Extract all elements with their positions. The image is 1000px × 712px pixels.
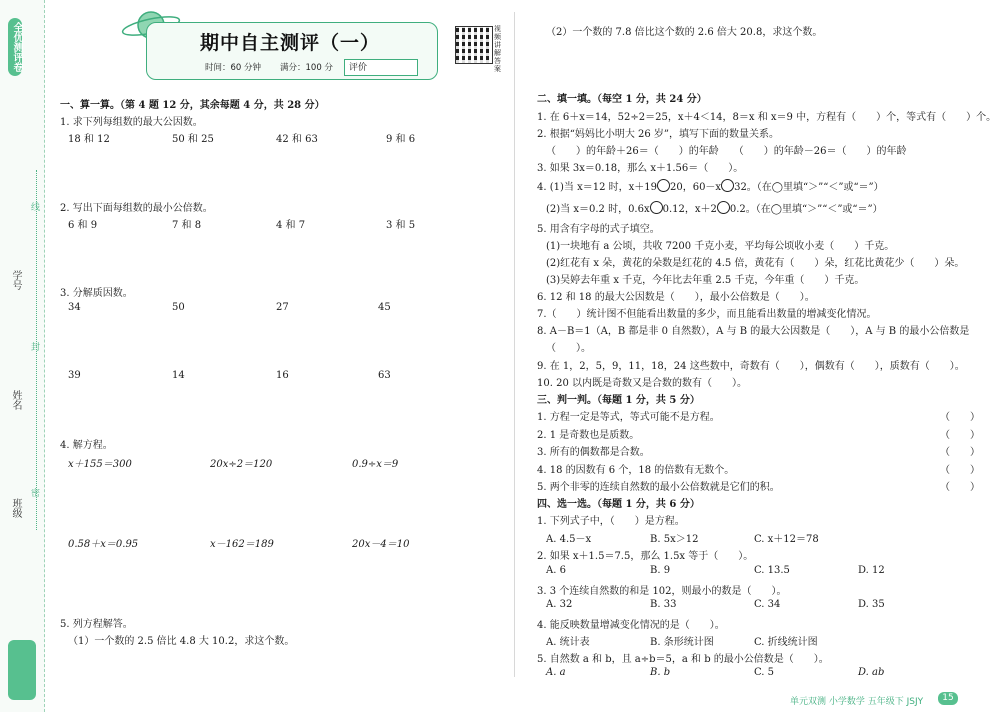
answer-paren[interactable]: （ ） — [940, 482, 980, 493]
name-label: 姓名 — [10, 390, 21, 410]
section-heading: 二、填一填。（每空 1 分，共 24 分） — [537, 94, 707, 105]
question: 5. 自然数 a 和 b，且 a÷b＝5，a 和 b 的最小公倍数是（ ）。 — [537, 654, 829, 665]
option[interactable]: B. b — [650, 667, 671, 678]
answer-paren[interactable]: （ ） — [940, 465, 980, 476]
page-title: 期中自主测评（一） — [200, 32, 381, 54]
cut-char: 密 — [31, 489, 41, 499]
item: 16 — [276, 370, 289, 381]
item: 7 和 8 — [172, 220, 202, 231]
score-label: 满分：100 分 — [280, 63, 333, 73]
option[interactable]: D. 35 — [858, 599, 885, 610]
question: 5. 用含有字母的式子填空。 — [537, 224, 660, 235]
option[interactable]: C. 折线统计图 — [754, 637, 818, 648]
option[interactable]: C. 5 — [754, 667, 775, 678]
option[interactable]: B. 5x＞12 — [650, 534, 699, 545]
question: 2. 根据“妈妈比小明大 26 岁”，填写下面的数量关系。 — [537, 129, 780, 140]
question: 1. 求下列每组数的最大公因数。 — [60, 117, 203, 128]
compare-circle[interactable] — [657, 179, 670, 192]
question: 1. 下列式子中，（ ）是方程。 — [537, 516, 685, 527]
compare-circle[interactable] — [650, 201, 663, 214]
question: 7.（ ）统计图不但能看出数量的多少，而且能看出数量的增减变化情况。 — [537, 309, 877, 320]
answer-paren[interactable]: （ ） — [940, 412, 980, 423]
option[interactable]: A. 统计表 — [546, 637, 590, 648]
item: 50 — [172, 302, 185, 313]
compare-circle[interactable] — [717, 201, 730, 214]
sub-question: （2）一个数的 7.8 倍比这个数的 2.6 倍大 20.8，求这个数。 — [546, 27, 823, 38]
question: (2)当 x＝0.2 时，0.6x 0.12，x＋2 0.2。（在◯里填“＞”“＜”或“＝”） — [546, 200, 883, 215]
question: 3. 如果 3x＝0.18，那么 x＋1.56＝（ ）。 — [537, 163, 744, 174]
judge-item: 2. 1 是奇数也是质数。 — [537, 430, 640, 441]
equation: x－162＝189 — [210, 539, 274, 550]
option[interactable]: B. 条形统计图 — [650, 637, 714, 648]
question: 2. 写出下面每组数的最小公倍数。 — [60, 203, 213, 214]
question: 4. 能反映数量增减变化情况的是（ ）。 — [537, 620, 725, 631]
student-number-label: 学号 — [10, 270, 21, 290]
item: 50 和 25 — [172, 134, 214, 145]
page-number: 15 — [938, 692, 958, 705]
option[interactable]: C. x＋12＝78 — [754, 534, 819, 545]
item: 45 — [378, 302, 391, 313]
equation: 20x－4＝10 — [352, 539, 410, 550]
question: 3. 3 个连续自然数的和是 102，则最小的数是（ ）。 — [537, 586, 787, 597]
logo — [8, 640, 36, 700]
question: 4. 解方程。 — [60, 440, 113, 451]
compare-circle[interactable] — [721, 179, 734, 192]
item: 6 和 9 — [68, 220, 98, 231]
cut-char: 线 — [31, 203, 41, 213]
item: 34 — [68, 302, 81, 313]
option[interactable]: D. 12 — [858, 565, 885, 576]
sub-question: (3)吴婷去年重 x 千克，今年比去年重 2.5 千克，今年重（ ）千克。 — [546, 275, 865, 286]
option[interactable]: A. 6 — [546, 565, 566, 576]
section-heading: 三、判一判。（每题 1 分，共 5 分） — [537, 395, 700, 406]
question: 8. A－B＝1（A，B 都是非 0 自然数），A 与 B 的最大公因数是（ ），A 与 B 的最小公倍数是 — [537, 326, 970, 337]
item: 27 — [276, 302, 289, 313]
question: 4. (1)当 x＝12 时，x＋19 20，60－x 32。（在◯里填“＞”“＜”或“＝”） — [537, 178, 884, 193]
section-heading: 一、算一算。（第 4 题 12 分，其余每题 4 分，共 28 分） — [60, 100, 325, 111]
option[interactable]: C. 34 — [754, 599, 781, 610]
time-label: 时间：60 分钟 — [205, 63, 262, 73]
qr-caption: 视频讲解答案 — [494, 25, 501, 73]
question-line: （ ）的年龄＋26＝（ ）的年龄 （ ）的年龄－26＝（ ）的年龄 — [546, 146, 907, 157]
sub-question: （1）一个数的 2.5 倍比 4.8 大 10.2，求这个数。 — [68, 636, 295, 647]
judge-item: 5. 两个非零的连续自然数的最小公倍数就是它们的积。 — [537, 482, 780, 493]
page-divider — [514, 12, 515, 677]
question-line: （ ）。 — [546, 343, 591, 354]
answer-paren[interactable]: （ ） — [940, 447, 980, 458]
sub-question: (2)红花有 x 朵，黄花的朵数是红花的 4.5 倍，黄花有（ ）朵，红花比黄花少（ ）朵。 — [546, 258, 965, 269]
item: 42 和 63 — [276, 134, 318, 145]
question: 10. 20 以内既是奇数又是合数的数有（ ）。 — [537, 378, 747, 389]
item: 14 — [172, 370, 185, 381]
equation: 0.9÷x＝9 — [352, 459, 399, 470]
equation: x＋155＝300 — [68, 459, 132, 470]
brand-label: 全优测评卷 — [8, 18, 22, 76]
question: 6. 12 和 18 的最大公因数是（ ），最小公倍数是（ ）。 — [537, 292, 815, 303]
class-label: 班级 — [10, 498, 21, 518]
option[interactable]: A. a — [546, 667, 566, 678]
sub-question: (1)一块地有 a 公顷，共收 7200 千克小麦，平均每公顷收小麦（ ）千克。 — [546, 241, 895, 252]
item: 18 和 12 — [68, 134, 110, 145]
item: 4 和 7 — [276, 220, 306, 231]
judge-item: 4. 18 的因数有 6 个，18 的倍数有无数个。 — [537, 465, 735, 476]
item: 63 — [378, 370, 391, 381]
judge-item: 3. 所有的偶数都是合数。 — [537, 447, 650, 458]
question: 1. 在 6＋x＝14，52÷2＝25，x＋4＜14，8＝x 和 x＝9 中，方程有（ ）个，等式有（ ）个。 — [537, 112, 997, 123]
section-heading: 四、选一选。（每题 1 分，共 6 分） — [537, 499, 700, 510]
item: 3 和 5 — [386, 220, 416, 231]
qr-code-icon[interactable] — [455, 26, 493, 64]
judge-item: 1. 方程一定是等式，等式可能不是方程。 — [537, 412, 720, 423]
option[interactable]: A. 32 — [546, 599, 573, 610]
question: 3. 分解质因数。 — [60, 288, 133, 299]
item: 9 和 6 — [386, 134, 416, 145]
footer-text: 单元双测 小学数学 五年级下 JSJY — [790, 697, 924, 707]
option[interactable]: A. 4.5－x — [546, 534, 592, 545]
equation: 20x÷2＝120 — [210, 459, 273, 470]
answer-paren[interactable]: （ ） — [940, 430, 980, 441]
cut-char: 封 — [31, 343, 41, 353]
equation: 0.58＋x＝0.95 — [68, 539, 139, 550]
option[interactable]: C. 13.5 — [754, 565, 790, 576]
question: 9. 在 1，2，5，9，11，18，24 这些数中，奇数有（ ），偶数有（ ），质数有（ ）。 — [537, 361, 965, 372]
question: 2. 如果 x＋1.5＝7.5，那么 1.5x 等于（ ）。 — [537, 551, 754, 562]
item: 39 — [68, 370, 81, 381]
option[interactable]: D. ab — [858, 667, 885, 678]
evaluation-field[interactable]: 评价 — [344, 59, 418, 76]
question: 5. 列方程解答。 — [60, 619, 133, 630]
option[interactable]: B. 33 — [650, 599, 677, 610]
binding-margin — [0, 0, 45, 712]
option[interactable]: B. 9 — [650, 565, 671, 576]
